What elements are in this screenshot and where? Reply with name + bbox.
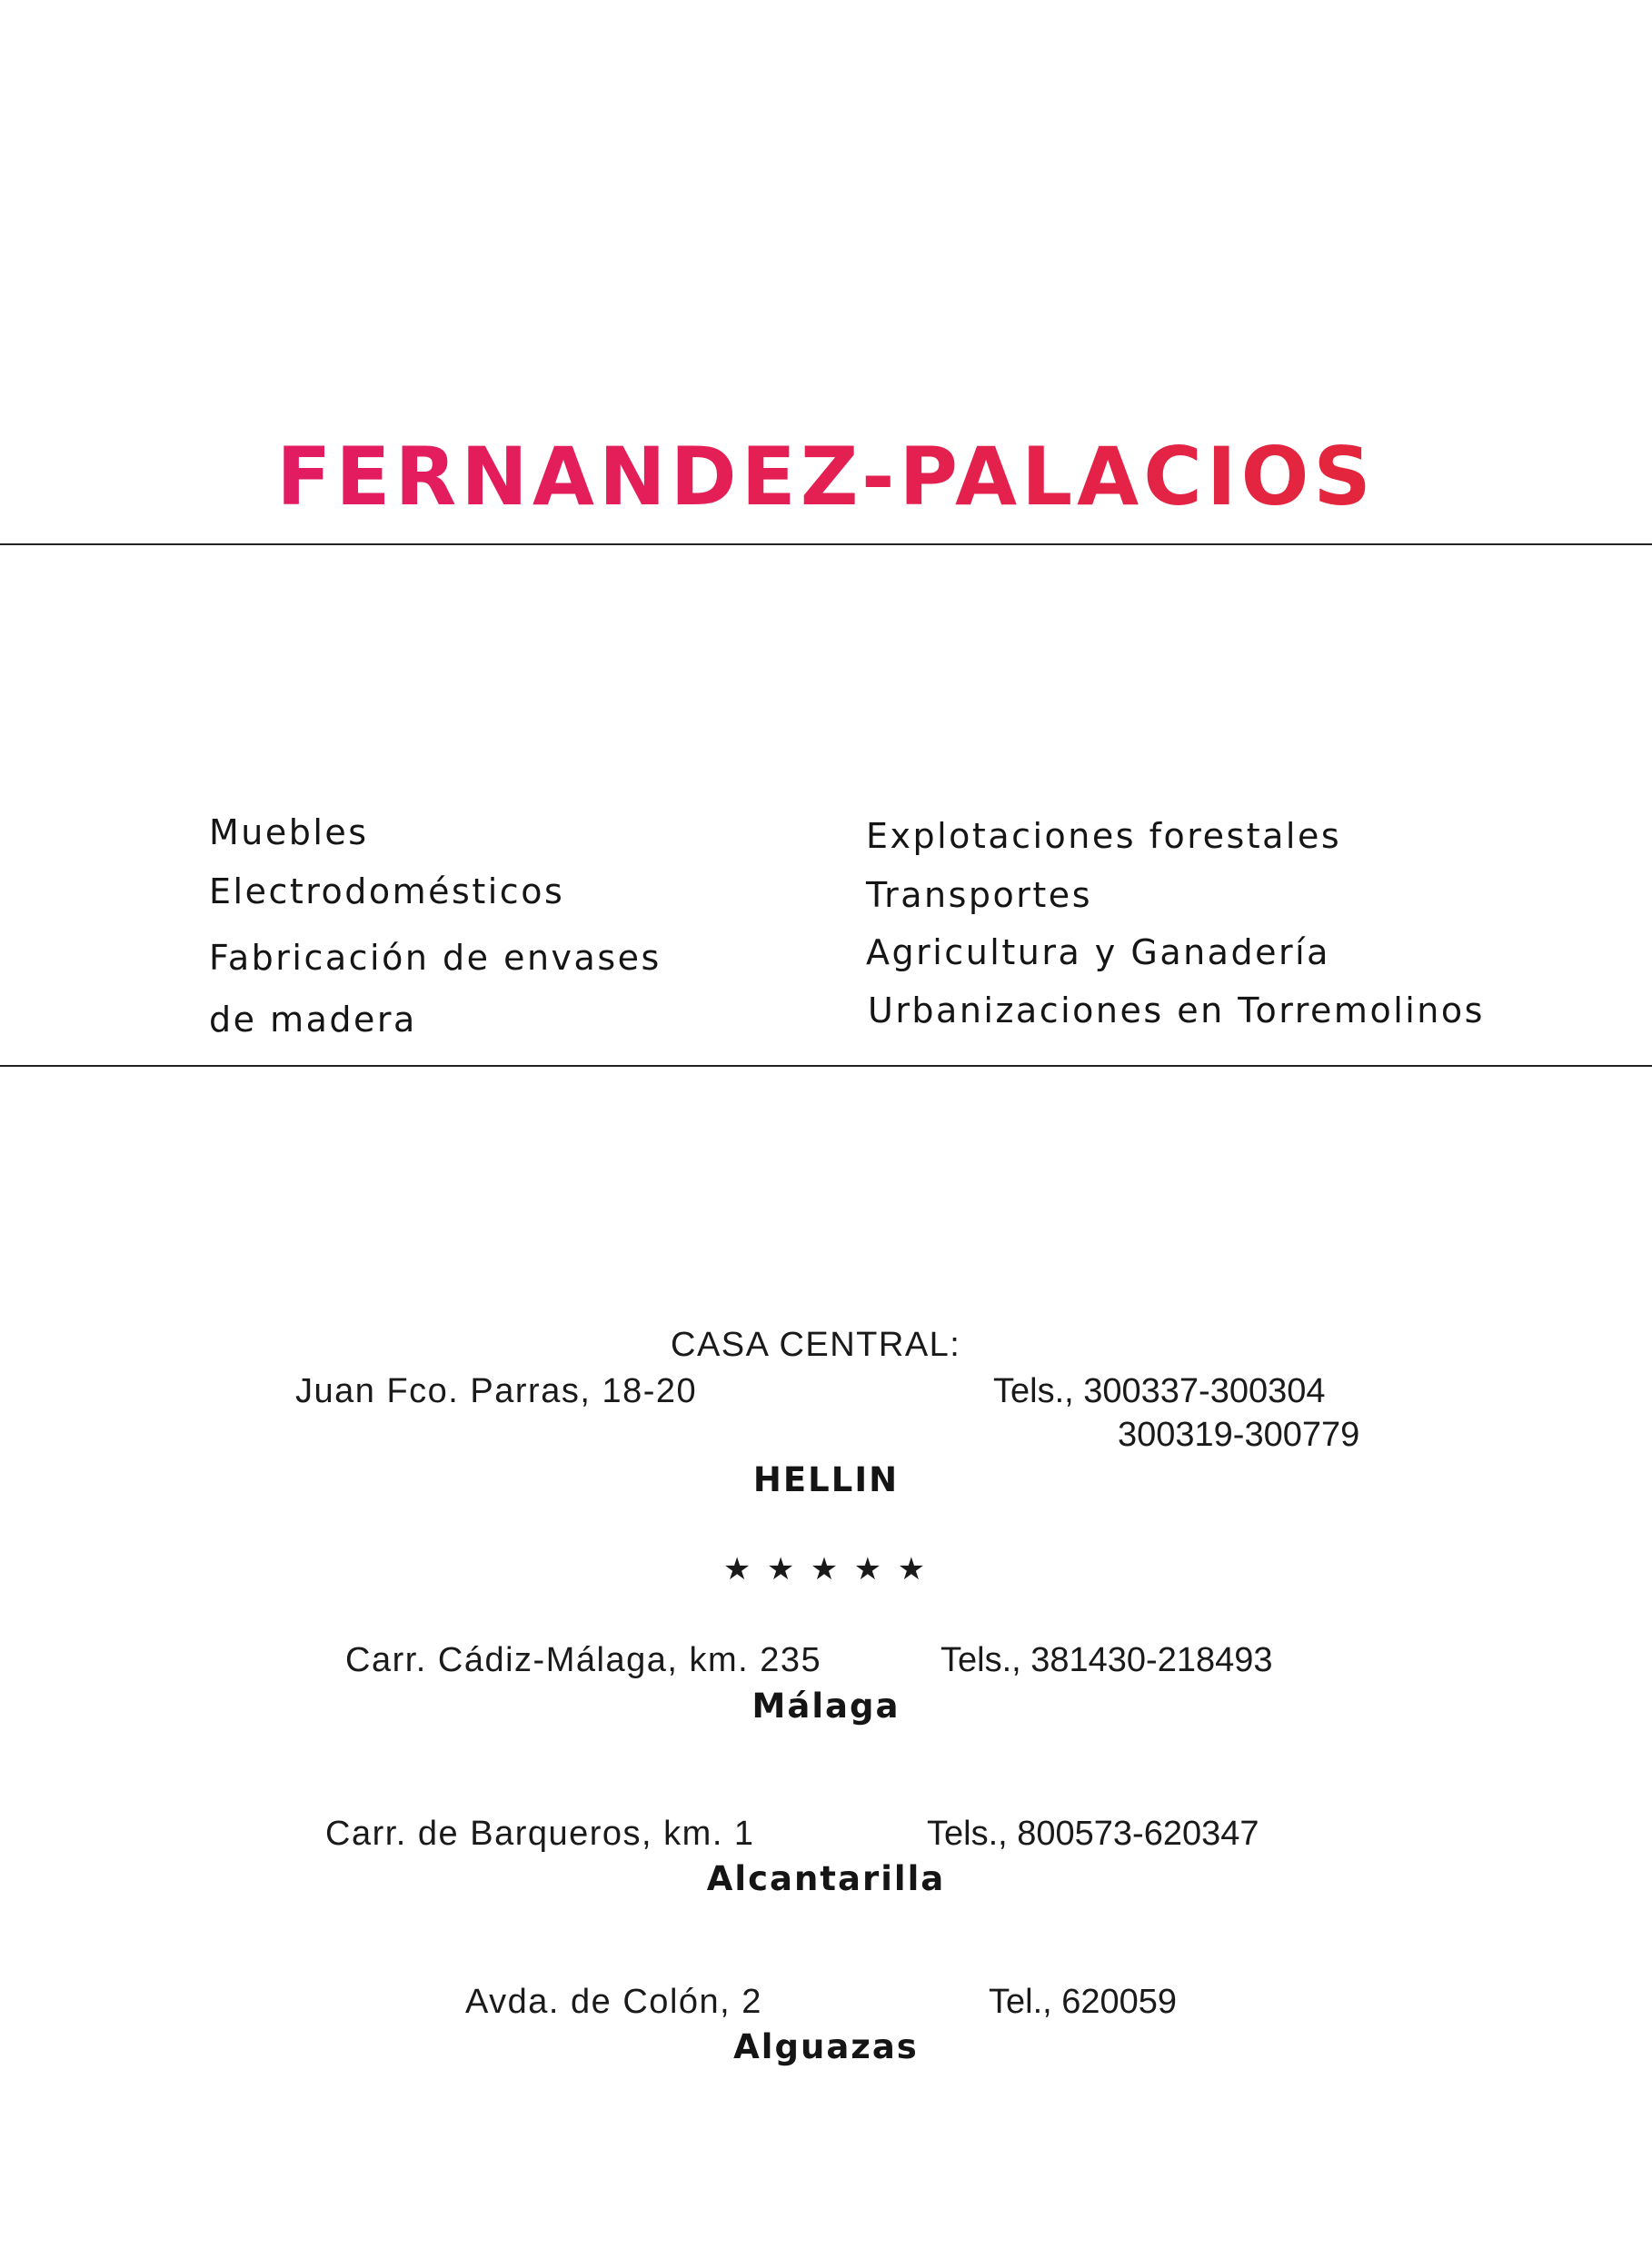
bottom-divider	[0, 1065, 1652, 1067]
service-item: Urbanizaciones en Torremolinos	[868, 990, 1485, 1030]
service-item: Fabricación de envases	[209, 938, 662, 978]
company-title: FERNANDEZ-PALACIOS	[0, 427, 1652, 527]
service-item: Transportes	[866, 875, 1092, 915]
casa-central-tels: Tels., 300337-300304	[993, 1372, 1326, 1410]
branch-tels: Tels., 381430-218493	[940, 1641, 1273, 1679]
star-separator: ★ ★ ★ ★ ★	[722, 1552, 930, 1587]
top-divider	[0, 543, 1652, 545]
service-item: Electrodomésticos	[209, 871, 565, 911]
service-item: de madera	[209, 1000, 417, 1040]
branch-city: Málaga	[751, 1687, 901, 1726]
branch-tels: Tels., 800573-620347	[927, 1815, 1259, 1853]
casa-central-heading: CASA CENTRAL:	[671, 1326, 961, 1364]
branch-city: Alcantarilla	[706, 1859, 946, 1898]
branch-city: Alguazas	[733, 2027, 919, 2066]
service-item: Agricultura y Ganadería	[866, 932, 1330, 972]
casa-central-tels-2: 300319-300779	[1118, 1416, 1360, 1454]
branch-address: Carr. Cádiz-Málaga, km. 235	[345, 1641, 822, 1679]
branch-tels: Tel., 620059	[989, 1983, 1178, 2021]
casa-central-address: Juan Fco. Parras, 18-20	[295, 1372, 698, 1410]
casa-central-city: HELLIN	[752, 1460, 900, 1499]
service-item: Explotaciones forestales	[866, 816, 1342, 856]
branch-address: Avda. de Colón, 2	[465, 1983, 762, 2021]
branch-address: Carr. de Barqueros, km. 1	[325, 1815, 755, 1853]
service-item: Muebles	[209, 812, 369, 852]
